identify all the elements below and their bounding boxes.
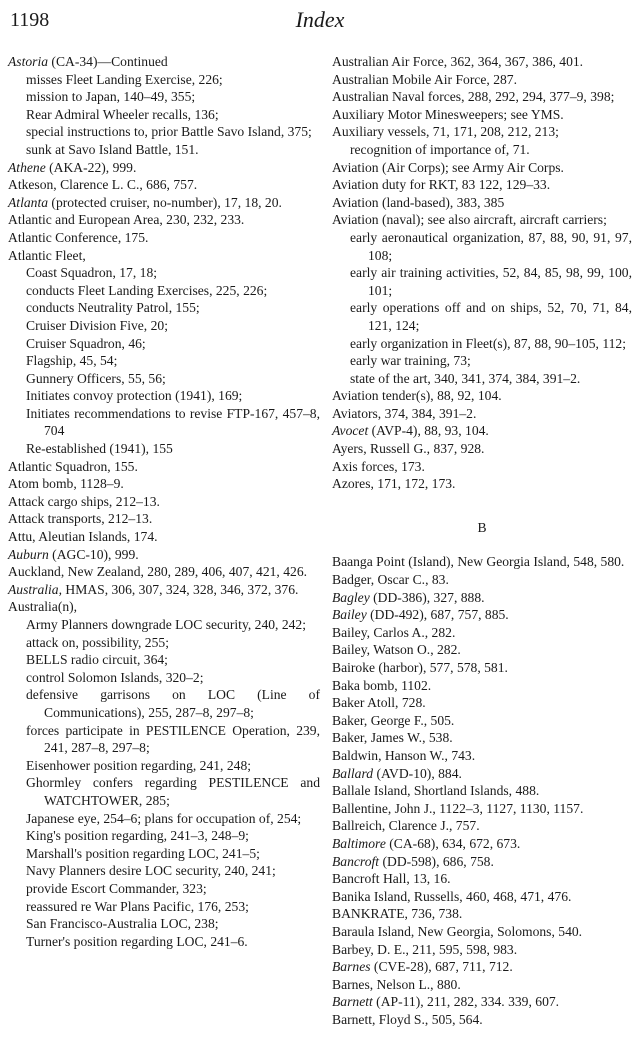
index-subentry (26, 405, 320, 440)
entry-text: Ballreich, Clarence J., 757. (332, 818, 480, 834)
entry-text: Australia(n), (8, 599, 78, 615)
index-subentry (26, 264, 320, 282)
entry-text: (AKA-22), 999. (45, 159, 137, 175)
entry-text: early air training activities, 52, 84, 85, 98, 99, 100, 101; (350, 265, 632, 298)
index-entry (332, 905, 632, 923)
index-entry (332, 817, 632, 835)
entry-text: Atkeson, Clarence L. C., 686, 757. (8, 177, 198, 193)
entry-text: BANKRATE, 736, 738. (332, 906, 463, 922)
index-subentry (26, 106, 320, 124)
left-index-column (8, 53, 320, 950)
entry-text: Turner's position regarding LOC, 241–6. (26, 933, 248, 949)
entry-text: conducts Fleet Landing Exercises, 225, 226; (26, 282, 268, 298)
entry-text: Bailey, Carlos A., 282. (332, 624, 456, 640)
index-subentry (26, 845, 320, 863)
index-entry (332, 888, 632, 906)
entry-text: Cruiser Squadron, 46; (26, 335, 146, 351)
index-subentry (26, 387, 320, 405)
b-entries (332, 553, 632, 1028)
entry-text: Aviation duty for RKT, 83 122, 129–33. (332, 177, 551, 193)
entry-text: Banika Island, Russells, 460, 468, 471, 476. (332, 888, 572, 904)
index-entry (8, 563, 320, 581)
index-subentry (26, 123, 320, 141)
entry-text: (DD-386), 327, 888. (369, 589, 485, 605)
index-entry (332, 976, 632, 994)
entry-text: Axis forces, 173. (332, 458, 425, 474)
index-subentry (26, 634, 320, 652)
index-subentry (26, 440, 320, 458)
entry-text: sunk at Savo Island Battle, 151. (26, 141, 199, 157)
entry-text: early war training, 73; (350, 353, 471, 369)
index-entry (8, 159, 320, 177)
entry-text: Aviation (land-based), 383, 385 (332, 194, 505, 210)
index-entry (332, 106, 632, 124)
entry-text: Baka bomb, 1102. (332, 677, 432, 693)
index-entry (332, 800, 632, 818)
entry-text: Ayers, Russell G., 837, 928. (332, 441, 485, 457)
entry-text: (DD-598), 686, 758. (379, 853, 494, 869)
index-entry (332, 782, 632, 800)
index-entry (332, 641, 632, 659)
entry-text: Barnett, Floyd S., 505, 564. (332, 1011, 483, 1027)
entry-text: Atlantic Fleet, (8, 247, 86, 263)
entry-text: Auburn (8, 546, 49, 562)
entry-text: (AGC-10), 999. (48, 546, 139, 562)
entry-text: Attu, Aleutian Islands, 174. (8, 529, 158, 545)
index-subentry (26, 317, 320, 335)
index-subentry (26, 862, 320, 880)
index-entry (332, 387, 632, 405)
entry-text: Baker, George F., 505. (332, 712, 455, 728)
section-letter-b: B (477, 519, 487, 535)
entry-text: Athene (8, 159, 46, 175)
index-entry (8, 493, 320, 511)
index-subentry (26, 774, 320, 809)
entry-text: control Solomon Islands, 320–2; (26, 669, 204, 685)
entry-text: Eisenhower position regarding, 241, 248; (26, 757, 252, 773)
entry-text: Coast Squadron, 17, 18; (26, 265, 158, 281)
index-subentry (26, 616, 320, 634)
entry-text: Flagship, 45, 54; (26, 353, 118, 369)
entry-text: (DD-492), 687, 757, 885. (366, 607, 509, 623)
page-number: 1198 (10, 9, 50, 31)
entry-text: recognition of importance of, 71. (350, 141, 530, 157)
entry-text: state of the art, 340, 341, 374, 384, 391–2. (350, 370, 581, 386)
entry-text: defensive garrisons on LOC (Line of Communications), 255, 287–8, 297–8; (26, 687, 320, 720)
index-entry (332, 159, 632, 177)
entry-text: Atlantic Conference, 175. (8, 229, 149, 245)
entry-text: Ballale Island, Shortland Islands, 488. (332, 783, 540, 799)
entry-text: Army Planners downgrade LOC security, 240, 242; (26, 617, 307, 632)
index-entry (332, 440, 632, 458)
entry-text: Auckland, New Zealand, 280, 289, 406, 407, 421, 426. (8, 564, 308, 580)
entry-text: BELLS radio circuit, 364; (26, 652, 168, 668)
entry-text: Ballard (332, 765, 374, 781)
entry-text: (CA-34)—Continued (48, 54, 168, 69)
index-subentry (350, 352, 632, 370)
entry-text: Bailey (332, 607, 367, 623)
entry-text: Barbey, D. E., 211, 595, 598, 983. (332, 941, 518, 957)
index-entry (8, 211, 320, 229)
entry-text: early operations off and on ships, 52, 70, 71, 84, 121, 124; (350, 300, 632, 333)
index-subentry (350, 370, 632, 388)
index-subentry (26, 827, 320, 845)
index-subentry (350, 141, 632, 159)
index-entry (332, 694, 632, 712)
index-entry (8, 528, 320, 546)
entry-text: mission to Japan, 140–49, 355; (26, 89, 196, 105)
index-entry (332, 958, 632, 976)
index-entry (332, 194, 632, 212)
index-subentry (26, 880, 320, 898)
index-entry (8, 53, 320, 71)
index-subentry (26, 88, 320, 106)
entry-text: Ballentine, John J., 1122–3, 1127, 1130, 1157. (332, 800, 584, 816)
index-entry (332, 923, 632, 941)
index-entry (332, 553, 632, 571)
entry-text: Aviation (Air Corps); see Army Air Corps. (332, 159, 564, 175)
entry-text: Initiates convoy protection (1941), 169; (26, 388, 243, 404)
entry-text: Rear Admiral Wheeler recalls, 136; (26, 106, 219, 122)
entry-text: misses Fleet Landing Exercise, 226; (26, 71, 223, 87)
entry-text: Baraula Island, New Georgia, Solomons, 540. (332, 923, 583, 939)
index-subentry (26, 299, 320, 317)
index-entry (332, 606, 632, 624)
index-entry (332, 993, 632, 1011)
entry-text: Avocet (332, 423, 369, 439)
entry-text: Baldwin, Hanson W., 743. (332, 747, 476, 763)
entry-text: Atlanta (8, 194, 49, 210)
index-entry (332, 677, 632, 695)
entry-text: Navy Planners desire LOC security, 240, 241; (26, 863, 276, 879)
entry-text: Barnes (332, 959, 371, 975)
entry-text: Re-established (1941), 155 (26, 441, 173, 457)
entry-text: (protected cruiser, no-number), 17, 18, 20. (48, 194, 282, 210)
entry-text: King's position regarding, 241–3, 248–9; (26, 828, 249, 844)
entry-text: Bagley (332, 589, 370, 605)
index-entry (332, 853, 632, 871)
index-entry (332, 71, 632, 89)
index-subentry (26, 282, 320, 300)
index-subentry (350, 299, 632, 334)
index-entry (332, 941, 632, 959)
index-entry (8, 598, 320, 616)
entry-text: Aviators, 374, 384, 391–2. (332, 405, 477, 421)
index-entry (8, 510, 320, 528)
entry-text: Astoria (8, 54, 49, 69)
entry-text: attack on, possibility, 255; (26, 634, 169, 650)
index-entry (332, 835, 632, 853)
page-title: Index (295, 7, 345, 32)
entry-text: Azores, 171, 172, 173. (332, 476, 456, 492)
index-subentry (26, 686, 320, 721)
entry-text: Atom bomb, 1128–9. (8, 476, 124, 492)
index-entry (332, 1011, 632, 1029)
entry-text: (CVE-28), 687, 711, 712. (370, 959, 513, 975)
index-entry (332, 176, 632, 194)
entry-text: early organization in Fleet(s), 87, 88, 90–105, 112; (350, 335, 626, 351)
index-subentry (26, 651, 320, 669)
entry-text: early aeronautical organization, 87, 88, 90, 91, 97, 108; (350, 229, 632, 263)
a-entries (332, 53, 632, 493)
entry-text: Baker Atoll, 728. (332, 695, 426, 711)
index-subentry (26, 71, 320, 89)
entry-text: Cruiser Division Five, 20; (26, 317, 168, 333)
index-subentry (350, 264, 632, 299)
entry-text: Marshall's position regarding LOC, 241–5; (26, 845, 260, 861)
entry-text: Auxiliary vessels, 71, 171, 208, 212, 213; (332, 124, 559, 140)
index-entry (332, 405, 632, 423)
entry-text: Atlantic and European Area, 230, 232, 233. (8, 212, 245, 228)
index-subentry (350, 335, 632, 353)
entry-text: Baanga Point (Island), New Georgia Island, 548, 580. (332, 554, 625, 570)
entry-text: Australian Naval forces, 288, 292, 294, 377–9, 398; (332, 89, 615, 105)
index-subentry (350, 229, 632, 264)
entry-text: Australian Air Force, 362, 364, 367, 386, 401. (332, 54, 584, 69)
index-entry (8, 229, 320, 247)
index-entry (332, 211, 632, 229)
index-entry (332, 659, 632, 677)
index-entry (332, 765, 632, 783)
entry-text: San Francisco-Australia LOC, 238; (26, 916, 219, 932)
entry-text: conducts Neutrality Patrol, 155; (26, 300, 200, 316)
index-entry (8, 458, 320, 476)
entry-text: Bairoke (harbor), 577, 578, 581. (332, 660, 508, 675)
entry-text: HMAS, 306, 307, 324, 328, 346, 372, 376. (62, 581, 299, 597)
entry-text: provide Escort Commander, 323; (26, 880, 207, 896)
entry-text: Baltimore (332, 835, 386, 851)
entry-text: (AVD-10), 884. (373, 765, 462, 781)
index-subentry (26, 335, 320, 353)
entry-text: Barnes, Nelson L., 880. (332, 976, 461, 992)
index-subentry (26, 933, 320, 951)
index-subentry (26, 757, 320, 775)
index-subentry (26, 370, 320, 388)
index-entry (8, 581, 320, 599)
index-subentry (26, 915, 320, 933)
index-subentry (26, 810, 320, 828)
right-index-column (332, 53, 632, 1028)
entry-text: special instructions to, prior Battle Savo Island, 375; (26, 124, 312, 140)
entry-text: Auxiliary Motor Minesweepers; see YMS. (332, 106, 564, 122)
index-entry (332, 422, 632, 440)
index-subentry (26, 722, 320, 757)
entry-text: Ghormley confers regarding PESTILENCE and WATCHTOWER, 285; (26, 775, 320, 808)
entry-text: (CA-68), 634, 672, 673. (385, 835, 521, 851)
entry-text: Aviation (naval); see also aircraft, aircraft carriers; (332, 212, 607, 228)
entry-text: (AP-11), 211, 282, 334. 339, 607. (372, 994, 560, 1010)
index-subentry (26, 352, 320, 370)
entry-text: Gunnery Officers, 55, 56; (26, 370, 166, 386)
entry-text: Baker, James W., 538. (332, 730, 453, 746)
entry-text: Bailey, Watson O., 282. (332, 642, 461, 658)
index-entry (8, 194, 320, 212)
entry-text: Bancroft Hall, 13, 16. (332, 871, 451, 887)
index-entry (332, 729, 632, 747)
entry-text: Atlantic Squadron, 155. (8, 458, 138, 474)
entry-text: Australia, (8, 581, 63, 597)
index-entry (332, 53, 632, 71)
index-entry (332, 870, 632, 888)
entry-text: Initiates recommendations to revise FTP-167, 457–8, 704 (26, 405, 320, 439)
index-entry (332, 712, 632, 730)
entry-text: Aviation tender(s), 88, 92, 104. (332, 388, 502, 404)
index-entry (332, 475, 632, 493)
index-entry (332, 589, 632, 607)
index-subentry (26, 669, 320, 687)
entry-text: forces participate in PESTILENCE Operation, 239, 241, 287–8, 297–8; (26, 722, 320, 756)
index-entry (332, 123, 632, 141)
index-subentry (26, 898, 320, 916)
entry-text: reassured re War Plans Pacific, 176, 253; (26, 898, 249, 914)
index-entry (8, 546, 320, 564)
index-entry (332, 88, 632, 106)
entry-text: Badger, Oscar C., 83. (332, 572, 449, 588)
entry-text: Barnett (332, 994, 373, 1010)
entry-text: Bancroft (332, 853, 380, 869)
entry-text: (AVP-4), 88, 93, 104. (368, 423, 489, 439)
index-entry (332, 571, 632, 589)
index-entry (8, 475, 320, 493)
entry-text: Attack transports, 212–13. (8, 511, 153, 527)
index-entry (8, 247, 320, 265)
entry-text: Australian Mobile Air Force, 287. (332, 71, 517, 87)
index-subentry (26, 141, 320, 159)
entry-text: Attack cargo ships, 212–13. (8, 493, 160, 509)
index-entry (332, 458, 632, 476)
index-entry (8, 176, 320, 194)
index-entry (332, 624, 632, 642)
entry-text: Japanese eye, 254–6; plans for occupation of, 254; (26, 810, 302, 826)
index-entry (332, 747, 632, 765)
